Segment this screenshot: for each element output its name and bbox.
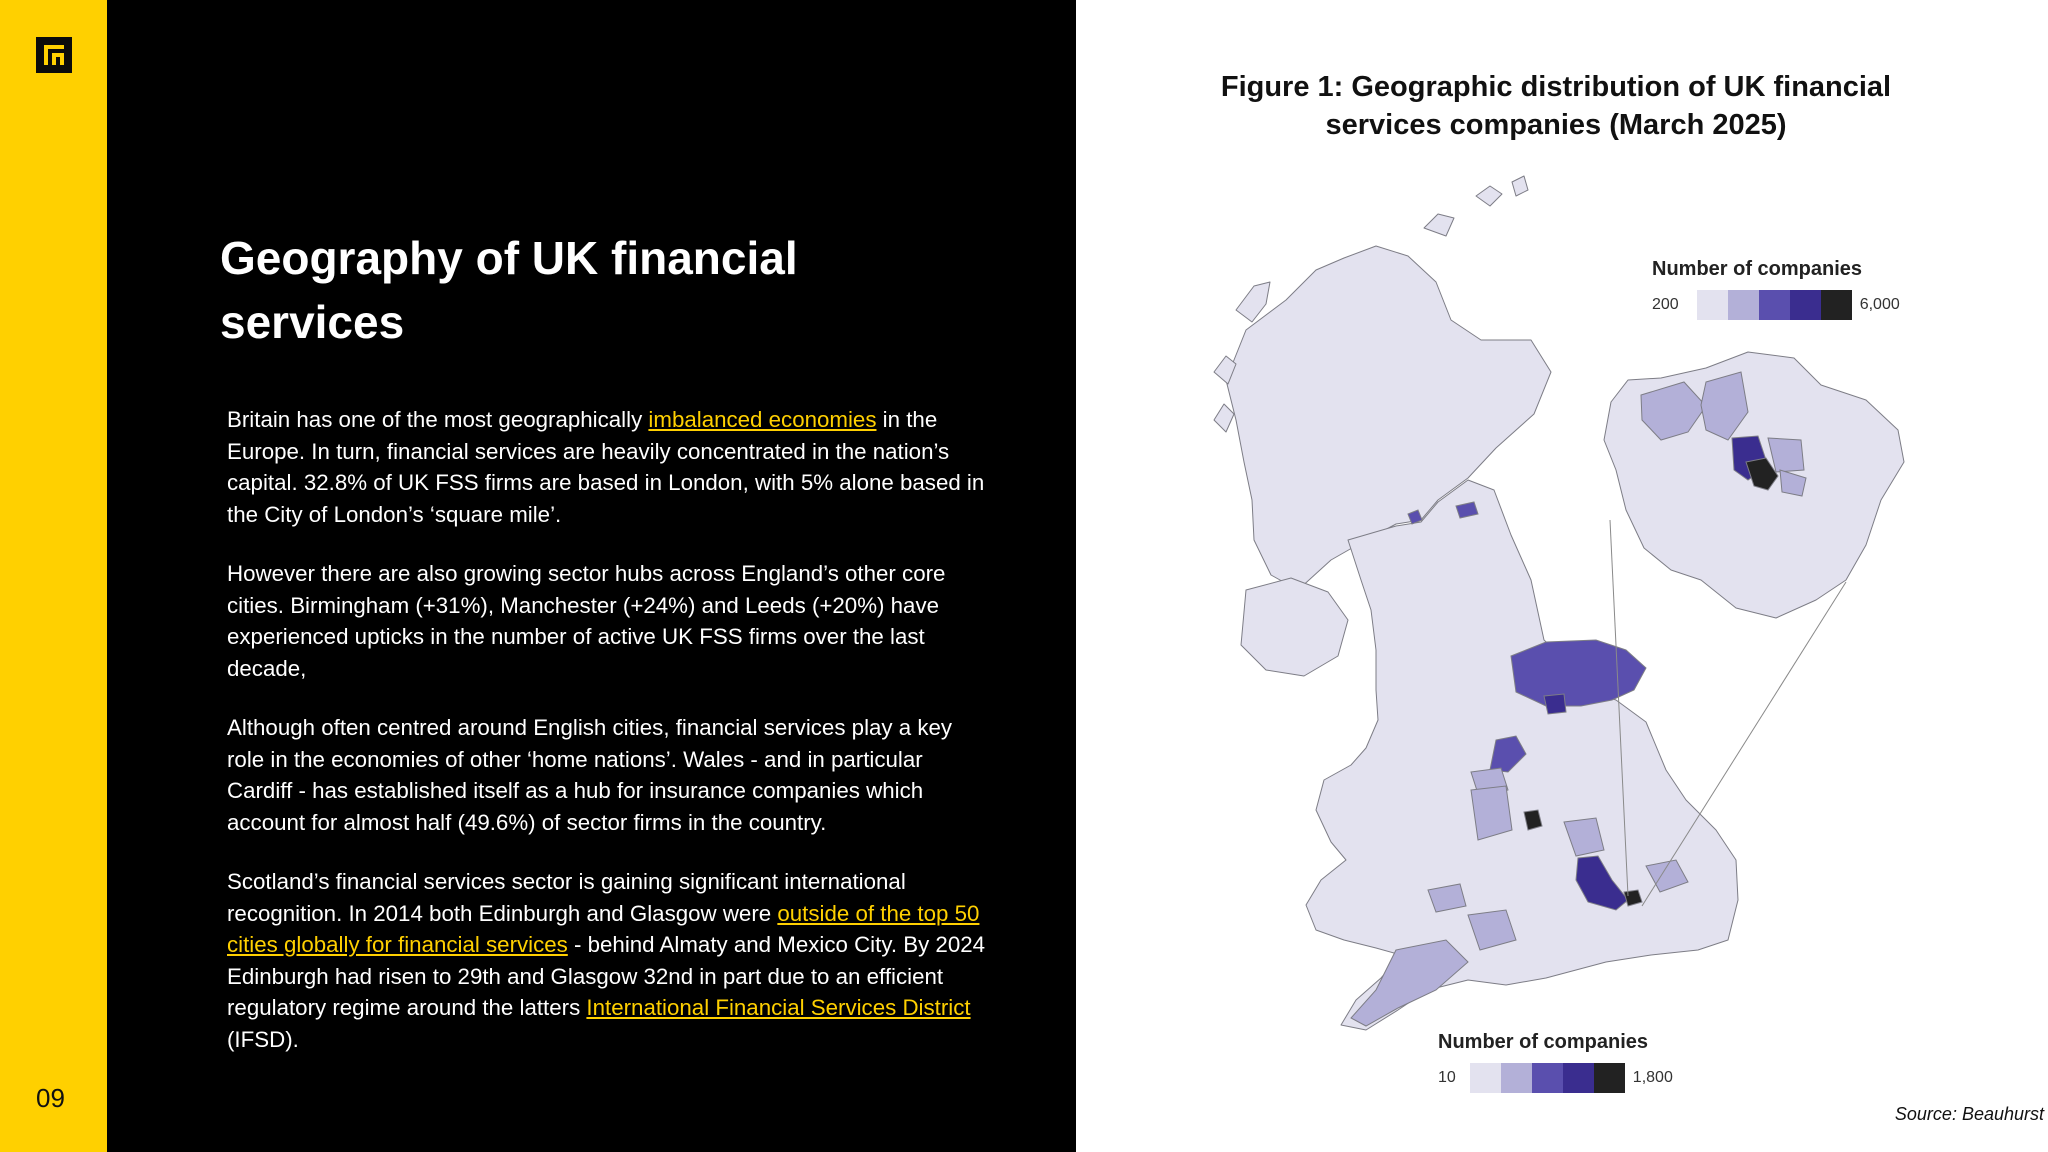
island (1214, 404, 1234, 432)
legend-title: Number of companies (1438, 1031, 1649, 1053)
legend-swatch (1759, 290, 1790, 320)
main-legend (1438, 1031, 1673, 1093)
paragraph-2: However there are also growing sector hubs across England’s other core cities. Birmingham (+31%), Manchester (+24%) and Leeds (+20%) have experienced upticks in the number of active UK FSS firms over the last decade, (227, 561, 946, 681)
north-yorkshire-area (1511, 640, 1646, 706)
inset-legend (1652, 258, 1900, 320)
logo-icon (36, 37, 72, 73)
legend-swatch (1501, 1063, 1532, 1093)
paragraph-3: Although often centred around English cities, financial services play a key role in the economies of other ‘home nations’. Wales - and in particular Cardiff - has established itself as a hub for insurance companies which account for almost half (49.6%) of sector firms in the country. (227, 715, 953, 835)
legend-swatch (1470, 1063, 1501, 1093)
uk-choropleth-map (1076, 0, 2048, 1152)
text-panel (107, 0, 1076, 1152)
ifsd-link[interactable]: International Financial Services District (586, 995, 971, 1020)
leeds-area (1544, 694, 1566, 714)
legend-min: 200 (1652, 296, 1679, 313)
legend-swatch (1697, 290, 1728, 320)
top-50-cities-link[interactable]: outside of the top 50 cities globally for financial services (227, 900, 980, 957)
legend-min: 10 (1438, 1069, 1456, 1086)
figure-source: Source: Beauhurst (1894, 1104, 2044, 1124)
legend-max: 1,800 (1632, 1069, 1673, 1086)
figure-title: Figure 1: Geographic distribution of UK financial services companies (March 2025) (1220, 71, 1892, 141)
connector-line-right (1642, 582, 1846, 906)
page-number: 09 (36, 1083, 65, 1113)
figure-panel (1076, 0, 2048, 1152)
island (1424, 214, 1454, 236)
island (1512, 176, 1528, 196)
legend-swatch (1563, 1063, 1594, 1093)
legend-swatch (1594, 1063, 1625, 1093)
page-title: Geography of UK financial services (220, 232, 798, 348)
legend-title: Number of companies (1652, 258, 1863, 280)
legend-swatch (1532, 1063, 1563, 1093)
midlands-area (1471, 786, 1512, 840)
paragraph-1: Britain has one of the most geographically imbalanced economies in the Europe. In turn, financial services are heavily concentrated in the nation’s capital. 32.8% of UK FSS firms are based in London, with 5% alone based in the City of London’s ‘square mile’. (227, 407, 985, 527)
legend-swatch (1821, 290, 1852, 320)
legend-swatch (1728, 290, 1759, 320)
paragraph-4: Scotland’s financial services sector is gaining significant international recognition. In 2014 both Edinburgh and Glasgow were outside of the top 50 cities globally for financial services - behind Almaty and Mexico City. By 2024 Edinburgh had risen to 29th and Glasgow 32nd in part due to an efficient regulatory regime around the latters International Financial Services District (IFSD). (227, 869, 986, 1052)
body-text (227, 404, 987, 1083)
imbalanced-economies-link[interactable]: imbalanced economies (648, 407, 877, 432)
left-accent-rail (0, 0, 107, 1152)
northern-ireland-region (1241, 578, 1348, 676)
island (1476, 186, 1502, 206)
legend-swatch (1790, 290, 1821, 320)
legend-max: 6,000 (1859, 296, 1900, 313)
